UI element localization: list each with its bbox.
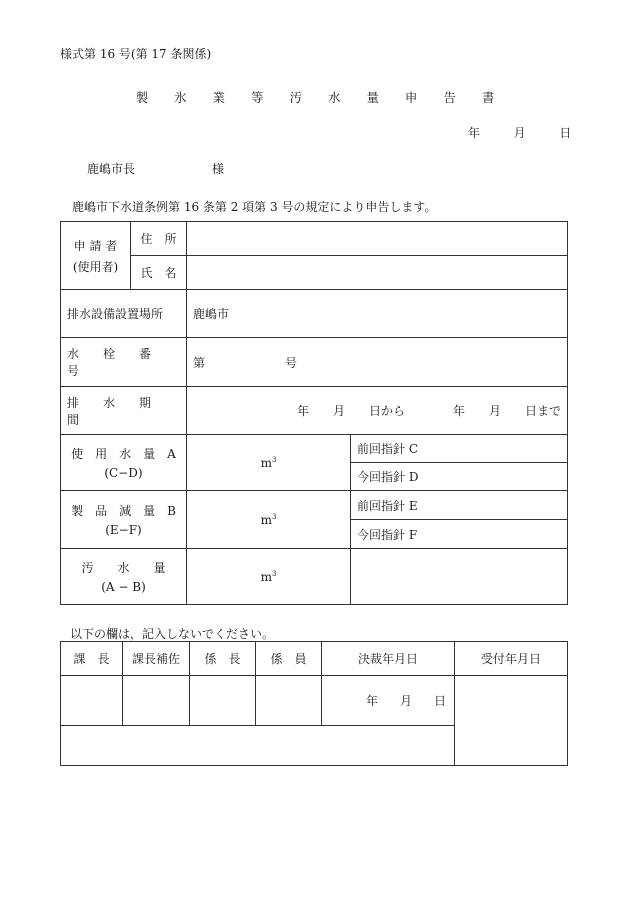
application-table	[60, 221, 568, 605]
reduction-label: 製 品 減 量 B	[71, 504, 176, 518]
decision-month: 月	[399, 694, 412, 708]
sewage-extra-cell	[351, 549, 568, 605]
usage-unit: m	[260, 455, 272, 470]
curr-reading-d-field[interactable]: 今回指針 D	[351, 463, 568, 491]
discharge-period-field[interactable]: 年 月 日から 年 月 日まで	[187, 387, 568, 435]
sewage-label-cell	[61, 549, 187, 605]
stamp-section-chief	[190, 676, 256, 726]
facility-location-label: 排水設備設置場所	[61, 290, 187, 338]
document-title: 製 氷 業 等 汚 水 量 申 告 書	[135, 90, 506, 105]
facility-location-field[interactable]: 鹿嶋市	[187, 290, 568, 338]
reduction-amount-field[interactable]	[187, 491, 351, 549]
reduction-unit-sup: 3	[271, 512, 277, 521]
col-staff: 係 員	[256, 642, 322, 676]
form-number: 様式第 16 号(第 17 条関係)	[60, 47, 212, 61]
usage-label-cell	[61, 435, 187, 491]
addressee-name: 鹿嶋市長	[87, 162, 136, 176]
curr-reading-f-field[interactable]: 今回指針 F	[351, 520, 568, 549]
sewage-unit: m	[260, 569, 272, 584]
meter-prefix: 第	[193, 355, 206, 370]
office-use-note: 以下の欄は，記入しないでください。	[70, 627, 275, 641]
col-chief: 課 長	[61, 642, 123, 676]
stamp-chief	[61, 676, 123, 726]
date-year-label: 年	[468, 126, 481, 140]
sewage-label: 汚 水 量	[81, 561, 166, 575]
meter-suffix: 号	[285, 355, 298, 370]
address-label: 住 所	[131, 222, 187, 256]
stamp-staff	[256, 676, 322, 726]
sewage-amount-field[interactable]	[187, 549, 351, 605]
sewage-unit-sup: 3	[271, 569, 277, 578]
col-section-chief: 係 長	[190, 642, 256, 676]
applicant-label: 申 請 者	[73, 238, 118, 253]
statement-text: 鹿嶋市下水道条例第 16 条第 2 項第 3 号の規定により申告します。	[72, 200, 437, 214]
received-date-cell	[455, 676, 568, 766]
col-decision-date: 決裁年月日	[322, 642, 455, 676]
usage-label: 使 用 水 量 A	[71, 447, 176, 461]
name-field[interactable]	[187, 256, 568, 290]
meter-number-field[interactable]	[187, 338, 568, 387]
stamp-deputy-chief	[123, 676, 190, 726]
addressee	[87, 160, 224, 177]
decision-date-cell	[322, 676, 455, 726]
office-use-table	[60, 641, 568, 766]
decision-year: 年	[365, 694, 378, 708]
applicant-sublabel: (使用者)	[72, 259, 119, 274]
col-received-date: 受付年月日	[455, 642, 568, 676]
reduction-unit: m	[260, 512, 272, 527]
submission-date	[468, 124, 571, 141]
name-label: 氏 名	[131, 256, 187, 290]
usage-unit-sup: 3	[271, 455, 277, 464]
col-deputy-chief: 課長補佐	[123, 642, 190, 676]
remarks-cell	[61, 726, 455, 766]
sewage-formula: (A − B)	[101, 580, 146, 594]
reduction-formula: (E−F)	[105, 523, 142, 537]
address-field[interactable]	[187, 222, 568, 256]
meter-number-label: 水 栓 番 号	[61, 338, 187, 387]
discharge-period-label: 排 水 期 間	[61, 387, 187, 435]
usage-amount-field[interactable]	[187, 435, 351, 491]
prev-reading-c-field[interactable]: 前回指針 C	[351, 435, 568, 463]
decision-day: 日	[433, 694, 446, 708]
date-day-label: 日	[559, 126, 572, 140]
addressee-suffix: 様	[212, 162, 225, 176]
usage-formula: (C−D)	[104, 466, 143, 480]
applicant-label-cell	[61, 222, 131, 290]
date-month-label: 月	[513, 126, 526, 140]
prev-reading-e-field[interactable]: 前回指針 E	[351, 491, 568, 520]
reduction-label-cell	[61, 491, 187, 549]
